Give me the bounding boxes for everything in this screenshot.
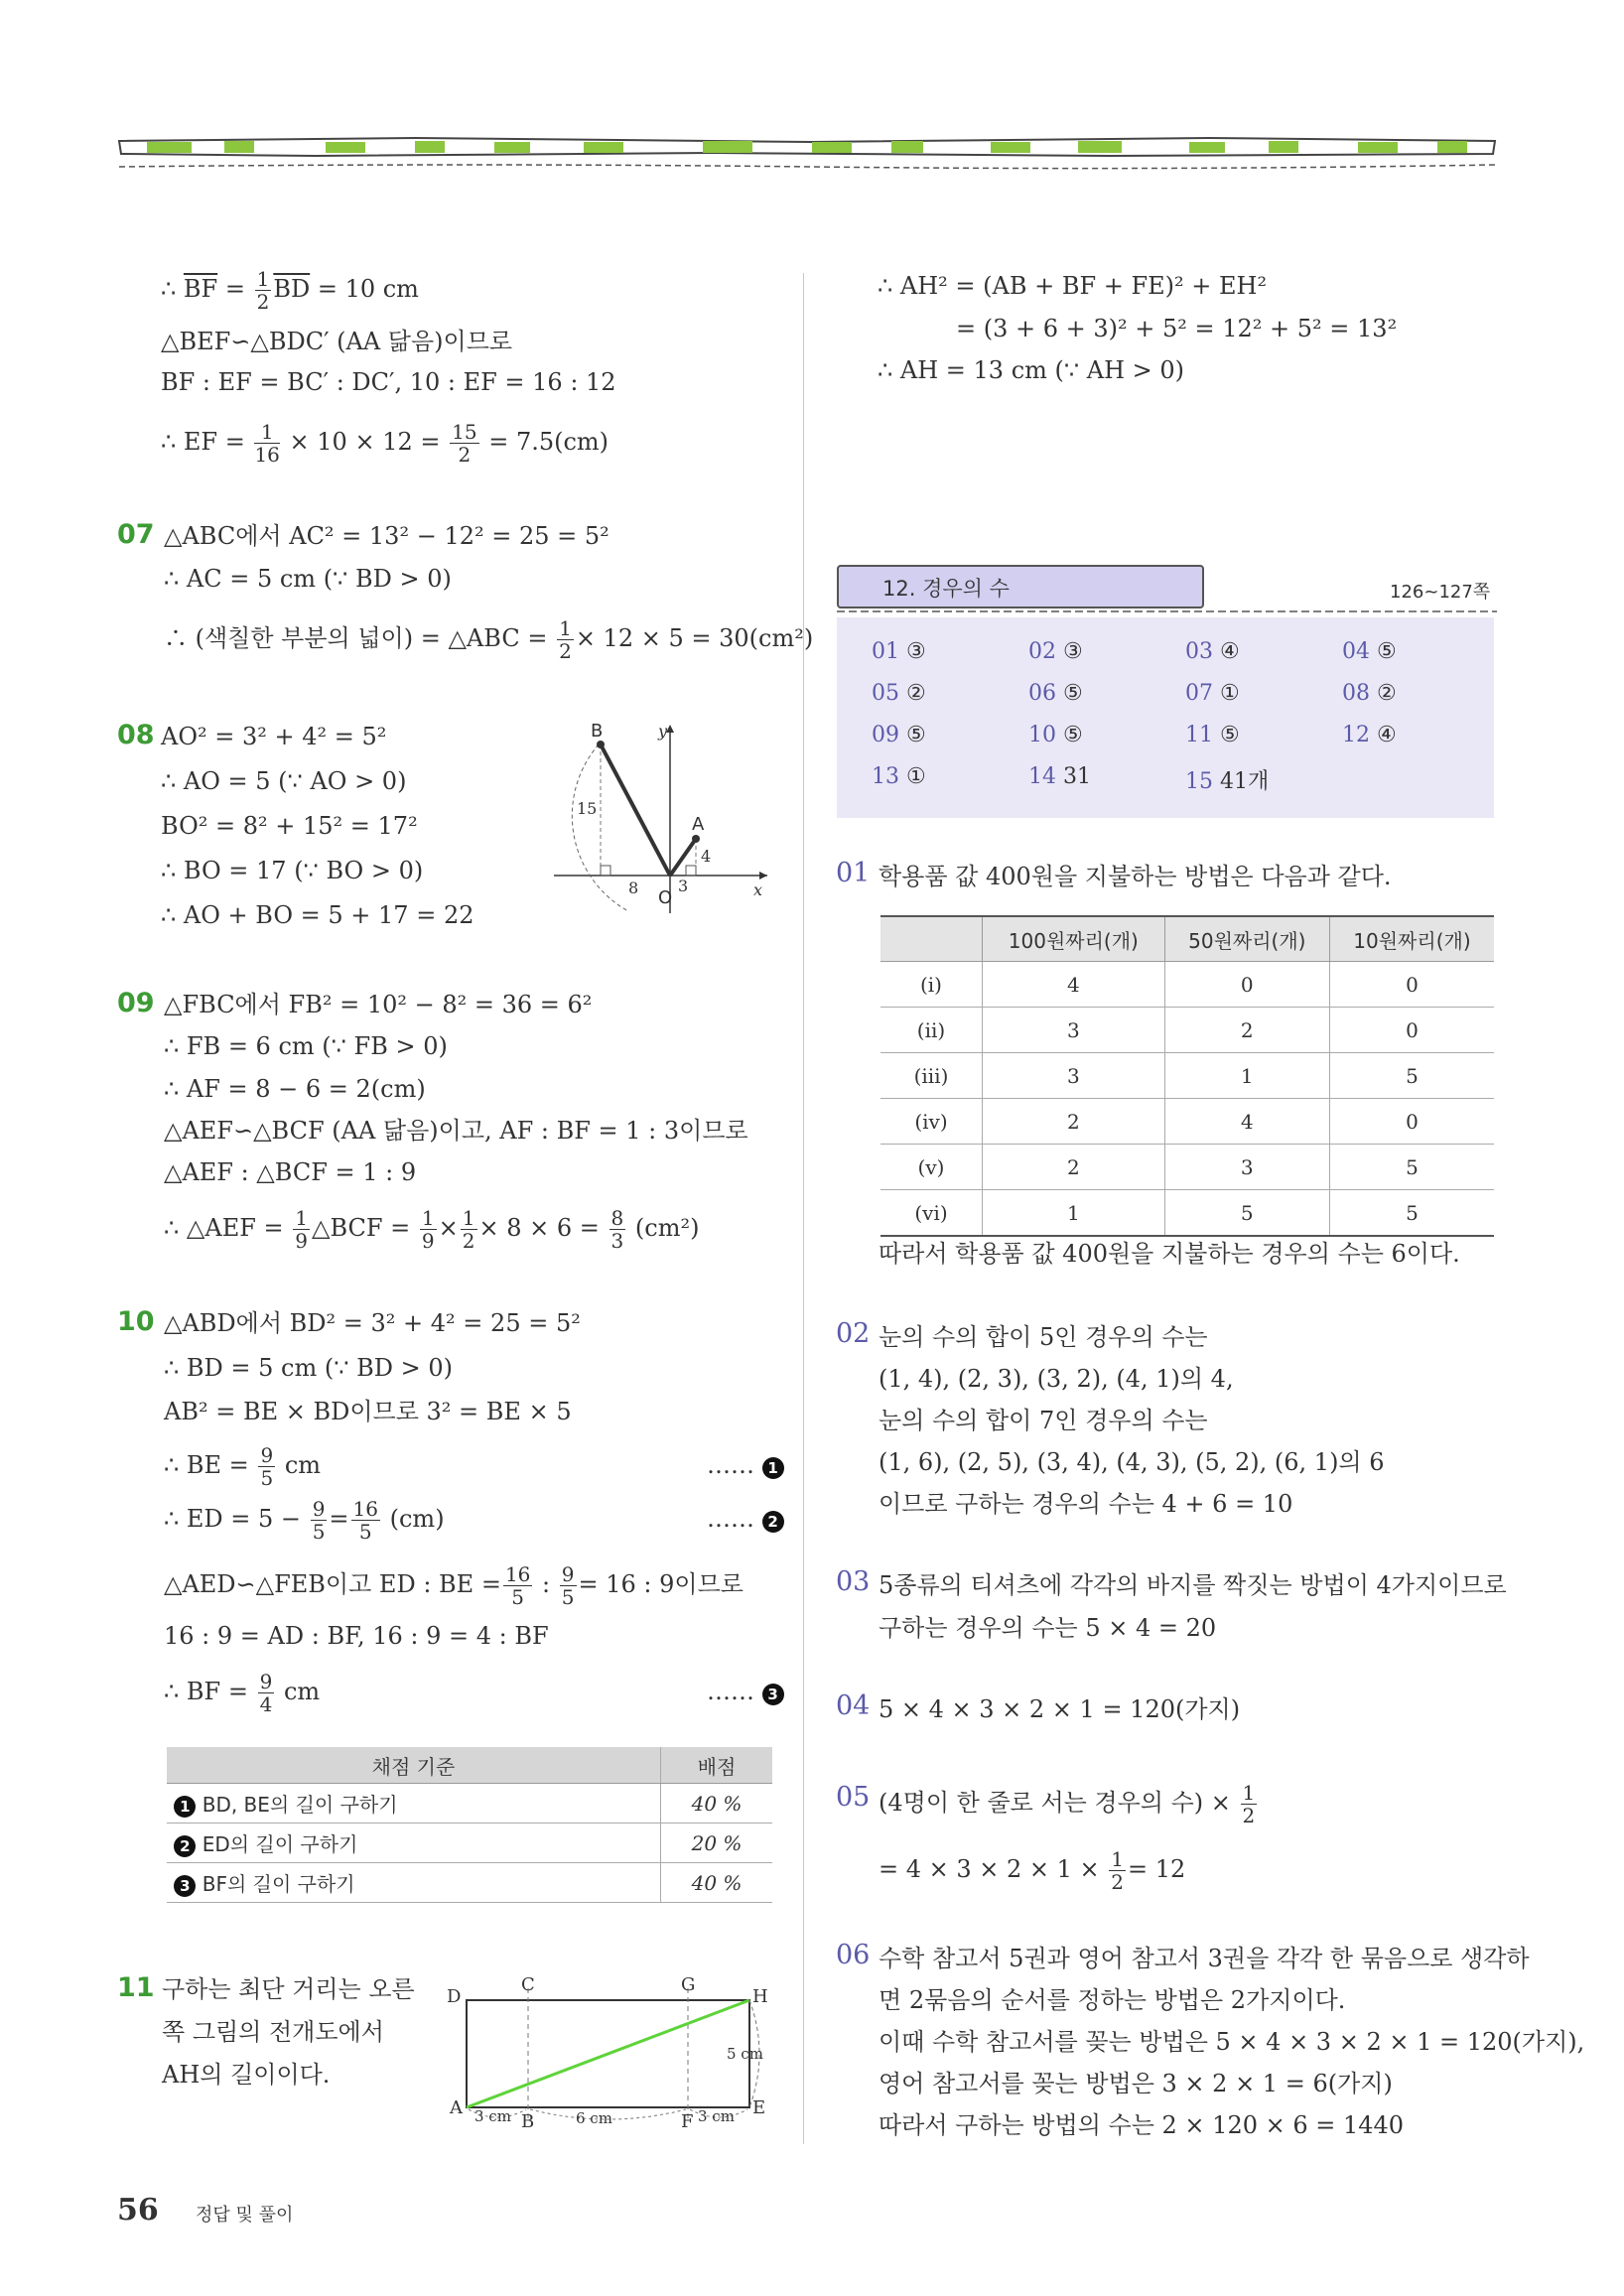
problem-10-number: 10: [117, 1306, 155, 1337]
column-divider: [803, 273, 804, 2144]
problem-11-number: 11: [117, 1972, 155, 2003]
answer-item: 14 31: [1028, 764, 1091, 789]
fig11-dim-h: 5 cm: [727, 2045, 763, 2063]
scoring-table: [167, 1747, 772, 1903]
fig08-label-8: 8: [628, 878, 639, 897]
fig08-label-a: A: [692, 814, 705, 835]
fig08-label-y: y: [658, 722, 668, 741]
problem-08-number: 08: [117, 720, 155, 750]
fig11-dim-2: 6 cm: [576, 2109, 612, 2127]
cont-line-2: △BEF∽△BDC′ (AA 닮음)이므로: [161, 328, 513, 355]
q05-line-2: = 4 × 3 × 2 × 1 × $\frac{1}{2}$ = 12: [879, 1847, 1186, 1894]
fig11-label-b: B: [521, 2111, 535, 2129]
p09-line-3: ∴ AF = 8 − 6 = 2(cm): [164, 1075, 426, 1103]
decorative-banner: [117, 127, 1497, 175]
p08-line-3: BO² = 8² + 15² = 17²: [161, 812, 418, 840]
p08-line-5: ∴ AO + BO = 5 + 17 = 22: [161, 901, 474, 929]
q02-line-2: (1, 4), (2, 3), (3, 2), (4, 1)의 4,: [879, 1365, 1234, 1393]
fig08-label-15: 15: [577, 799, 598, 818]
cont-line-1: ∴ $\overline{BF}$ = $\frac{1}{2}$ $\overline{BD} = 10$ cm: [161, 267, 419, 314]
p10-line-7: 16 : 9 = AD : BF, 16 : 9 = 4 : BF: [164, 1622, 549, 1650]
p09-line-6: ∴ △AEF = $\frac{1}{9}$ △BCF = $\frac{1}{9}$ × $\frac{1}{2}$ × 8 × 6 = $\frac{8}{3}$ (cm²): [164, 1206, 700, 1253]
fig11-dim-1: 3 cm: [474, 2107, 511, 2125]
q03-number: 03: [836, 1566, 871, 1597]
fig11-label-f: F: [681, 2111, 694, 2129]
p11-line-1: 구하는 최단 거리는 오른: [162, 1975, 415, 2003]
fig08-label-b: B: [591, 721, 604, 742]
score-header-criteria: 채점 기준: [167, 1747, 661, 1784]
fig11-label-g: G: [681, 1974, 696, 1995]
fig08-label-3: 3: [678, 877, 689, 895]
fig08-label-x: x: [753, 880, 763, 899]
q06-line-3: 이때 수학 참고서를 꽂는 방법은 5 × 4 × 3 × 2 × 1 = 120(가지),: [879, 2028, 1585, 2056]
p07-line-3: ∴ (색칠한 부분의 넓이) = △ABC = $\frac{1}{2}$ × 12 × 5 = 30(cm²): [164, 616, 814, 663]
q02-line-3: 눈의 수의 합이 7인 경우의 수는: [879, 1407, 1208, 1434]
q02-line-1: 눈의 수의 합이 5인 경우의 수는: [879, 1323, 1208, 1351]
p07-line-2: ∴ AC = 5 cm (∵ BD > 0): [164, 565, 452, 593]
cont-line-4: ∴ EF = $\frac{1}{16}$ × 10 × 12 = $\frac{15}{2}$ = 7.5(cm): [161, 420, 609, 467]
fig11-label-h: H: [752, 1986, 768, 2007]
q06-line-5: 따라서 구하는 방법의 수는 2 × 120 × 6 = 1440: [879, 2111, 1405, 2139]
answer-item: 05 ②: [872, 681, 926, 706]
p10-marker-3: …… 3: [707, 1675, 784, 1708]
answer-item: 03 ④: [1185, 639, 1240, 664]
answer-item: 02 ③: [1028, 639, 1083, 664]
section-title: 12. 경우의 수: [837, 565, 1204, 608]
p08-line-1: AO² = 3² + 4² = 5²: [161, 723, 387, 750]
coin-row: (ⅱ) 3 2 0: [880, 1008, 1494, 1053]
p09-line-1: △FBC에서 FB² = 10² − 8² = 36 = 6²: [164, 991, 593, 1018]
p09-line-2: ∴ FB = 6 cm (∵ FB > 0): [164, 1032, 448, 1060]
answer-item: 12 ④: [1342, 723, 1397, 747]
answer-item: 13 ①: [872, 764, 926, 789]
p07-line-1: △ABC에서 AC² = 13² − 12² = 25 = 5²: [164, 522, 609, 550]
q01-number: 01: [836, 858, 871, 888]
q04-line-1: 5 × 4 × 3 × 2 × 1 = 120(가지): [879, 1695, 1241, 1723]
footer-label: 정답 및 풀이: [196, 2205, 294, 2226]
page-number: 56: [117, 2193, 159, 2228]
answer-item: 08 ②: [1342, 681, 1397, 706]
score-row: 2 ED의 길이 구하기 20 %: [167, 1823, 772, 1863]
q05-number: 05: [836, 1782, 871, 1813]
p08-line-2: ∴ AO = 5 (∵ AO > 0): [161, 767, 407, 795]
q02-line-4: (1, 6), (2, 5), (3, 4), (4, 3), (5, 2), (6, 1)의 6: [879, 1448, 1385, 1476]
fig11-label-e: E: [752, 2097, 766, 2118]
p08-line-4: ∴ BO = 17 (∵ BO > 0): [161, 857, 424, 884]
p09-line-5: △AEF : △BCF = 1 : 9: [164, 1158, 417, 1186]
p09-line-4: △AEF∽△BCF (AA 닮음)이고, AF : BF = 1 : 3이므로: [164, 1117, 748, 1145]
q05-line-1: (4명이 한 줄로 서는 경우의 수) × $\frac{1}{2}$: [879, 1781, 1256, 1827]
p10-marker-1: …… 1: [707, 1448, 784, 1482]
problem-09-number: 09: [117, 988, 155, 1018]
answer-item: 07 ①: [1185, 681, 1240, 706]
answer-item: 01 ③: [872, 639, 926, 664]
right-top-line-3: ∴ AH = 13 cm (∵ AH > 0): [878, 356, 1185, 384]
q02-number: 02: [836, 1318, 871, 1349]
score-row: 3 BF의 길이 구하기 40 %: [167, 1863, 772, 1903]
fig11-dim-3: 3 cm: [698, 2107, 735, 2125]
score-row: 1 BD, BE의 길이 구하기 40 %: [167, 1784, 772, 1823]
q06-line-1: 수학 참고서 5권과 영어 참고서 3권을 각각 한 묶음으로 생각하: [879, 1945, 1530, 1972]
q06-line-4: 영어 참고서를 꽂는 방법은 3 × 2 × 1 = 6(가지): [879, 2070, 1393, 2097]
q06-number: 06: [836, 1940, 871, 1970]
q01-line-2: 따라서 학용품 값 400원을 지불하는 경우의 수는 6이다.: [879, 1240, 1460, 1268]
p10-line-8: ∴ BF = $\frac{9}{4}$ cm: [164, 1670, 321, 1716]
coin-row: (ⅲ) 3 1 5: [880, 1053, 1494, 1099]
p11-net-figure: [442, 1970, 779, 2129]
p10-line-6: △AED∽△FEB이고 ED : BE = $\frac{16}{5}$ : $\frac{9}{5}$ = 16 : 9이므로: [164, 1562, 744, 1609]
p10-line-3: AB² = BE × BD이므로 3² = BE × 5: [164, 1398, 572, 1425]
p10-marker-2: …… 2: [707, 1502, 784, 1536]
problem-07-number: 07: [117, 519, 155, 550]
q03-line-2: 구하는 경우의 수는 5 × 4 = 20: [879, 1614, 1217, 1642]
q04-number: 04: [836, 1690, 871, 1721]
cont-line-3: BF : EF = BC′ : DC′, 10 : EF = 16 : 12: [161, 368, 616, 396]
q02-line-5: 이므로 구하는 경우의 수는 4 + 6 = 10: [879, 1490, 1293, 1518]
answer-item: 06 ⑤: [1028, 681, 1083, 706]
fig11-label-d: D: [447, 1986, 462, 2007]
fig08-label-o: O: [658, 887, 673, 908]
q03-line-1: 5종류의 티셔츠에 각각의 바지를 짝짓는 방법이 4가지이므로: [879, 1571, 1507, 1599]
p08-figure: [549, 715, 772, 918]
p11-line-2: 쪽 그림의 전개도에서: [162, 2018, 384, 2046]
answer-item: 10 ⑤: [1028, 723, 1083, 747]
p10-line-1: △ABD에서 BD² = 3² + 4² = 25 = 5²: [164, 1309, 581, 1337]
q06-line-2: 면 2묶음의 순서를 정하는 방법은 2가지이다.: [879, 1986, 1346, 2014]
coin-row: (ⅰ) 4 0 0: [880, 962, 1494, 1008]
fig11-label-c: C: [521, 1974, 535, 1995]
score-header-points: 배점: [661, 1747, 773, 1784]
right-top-line-1: ∴ AH² = (AB + BF + FE)² + EH²: [878, 272, 1268, 300]
answer-item: 15 41개: [1185, 769, 1270, 794]
p10-line-5: ∴ ED = 5 − $\frac{9}{5}$ = $\frac{16}{5}$ (cm): [164, 1497, 445, 1544]
answer-item: 09 ⑤: [872, 723, 926, 747]
fig11-label-a: A: [450, 2097, 463, 2118]
coin-row: (ⅳ) 2 4 0: [880, 1099, 1494, 1145]
q01-line-1: 학용품 값 400원을 지불하는 방법은 다음과 같다.: [879, 863, 1392, 890]
coin-row: (ⅴ) 2 3 5: [880, 1145, 1494, 1190]
fig08-label-4: 4: [701, 847, 712, 866]
right-top-line-2: = (3 + 6 + 3)² + 5² = 12² + 5² = 13²: [956, 315, 1398, 342]
coin-row: (ⅵ) 1 5 5: [880, 1190, 1494, 1237]
coin-table: 100원짜리(개) 50원짜리(개) 10원짜리(개) (ⅰ) 4 0 0 (ⅱ) 3 2 0 (ⅲ) 3 1 5 (ⅳ) 2 4 0 (ⅴ) 2 3 5 (ⅵ) 1 5 5: [880, 915, 1494, 1237]
answer-item: 04 ⑤: [1342, 639, 1397, 664]
section-pages: 126~127쪽: [1390, 582, 1491, 603]
p10-line-4: ∴ BE = $\frac{9}{5}$ cm: [164, 1443, 322, 1490]
p10-line-2: ∴ BD = 5 cm (∵ BD > 0): [164, 1354, 454, 1382]
answer-item: 11 ⑤: [1185, 723, 1240, 747]
p11-line-3: AH의 길이이다.: [162, 2061, 331, 2089]
section-dashed-rule: [837, 607, 1497, 616]
